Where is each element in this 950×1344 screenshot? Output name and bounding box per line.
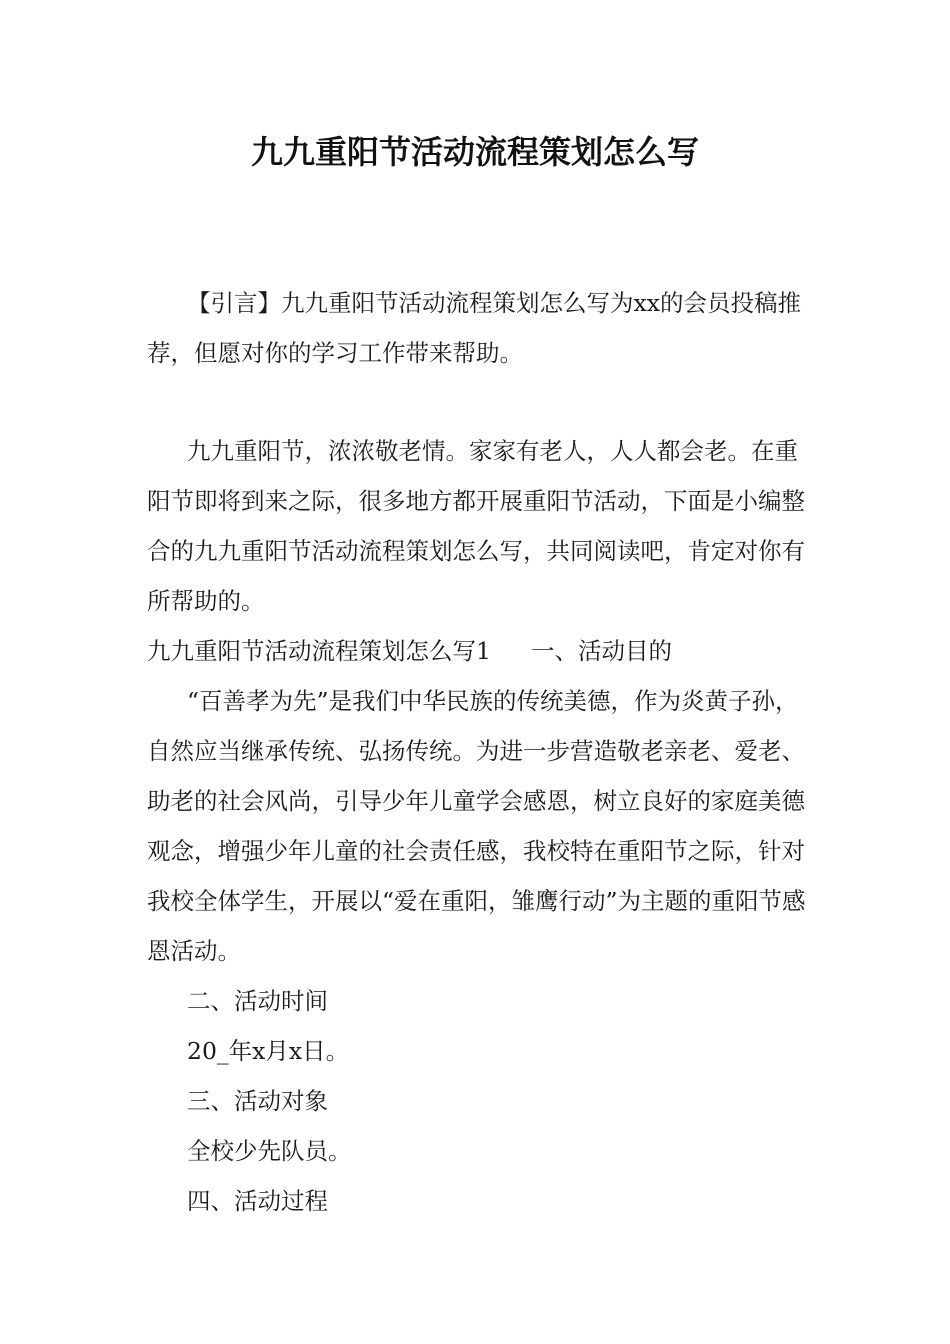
intro-paragraph: 【引言】九九重阳节活动流程策划怎么写为xx的会员投稿推荐，但愿对你的学习工作带来帮助。 bbox=[147, 289, 802, 367]
main-content bbox=[147, 426, 807, 1226]
intro-block bbox=[147, 278, 807, 378]
section-title: 九九重阳节活动流程策划怎么写1 bbox=[147, 637, 491, 665]
document-title: 九九重阳节活动流程策划怎么写 bbox=[250, 133, 699, 171]
opening-paragraph: 九九重阳节，浓浓敬老情。家家有老人，人人都会老。在重阳节即将到来之际，很多地方都开展重阳节活动，下面是小编整合的九九重阳节活动流程策划怎么写，共同阅读吧，肯定对你有所帮助的。 bbox=[147, 437, 805, 615]
heading-time: 二、活动时间 bbox=[187, 987, 328, 1015]
purpose-paragraph: “百善孝为先”是我们中华民族的传统美德，作为炎黄子孙，自然应当继承传统、弘扬传统。为进一步营造敬老亲老、爱老、助老的社会风尚，引导少年儿童学会感恩，树立良好的家庭美德观念，增强少年儿童的社会责任感，我校特在重阳节之际，针对我校全体学生，开展以“爱在重阳，雏鹰行动”为主题的重阳节感恩活动。 bbox=[147, 687, 806, 965]
heading-audience: 三、活动对象 bbox=[187, 1087, 328, 1115]
heading-purpose: 一、活动目的 bbox=[530, 637, 672, 665]
section-line bbox=[147, 626, 807, 676]
audience-value: 全校少先队员。 bbox=[187, 1137, 352, 1165]
heading-process: 四、活动过程 bbox=[187, 1187, 328, 1215]
time-value: 20_年x月x日。 bbox=[187, 1037, 350, 1065]
